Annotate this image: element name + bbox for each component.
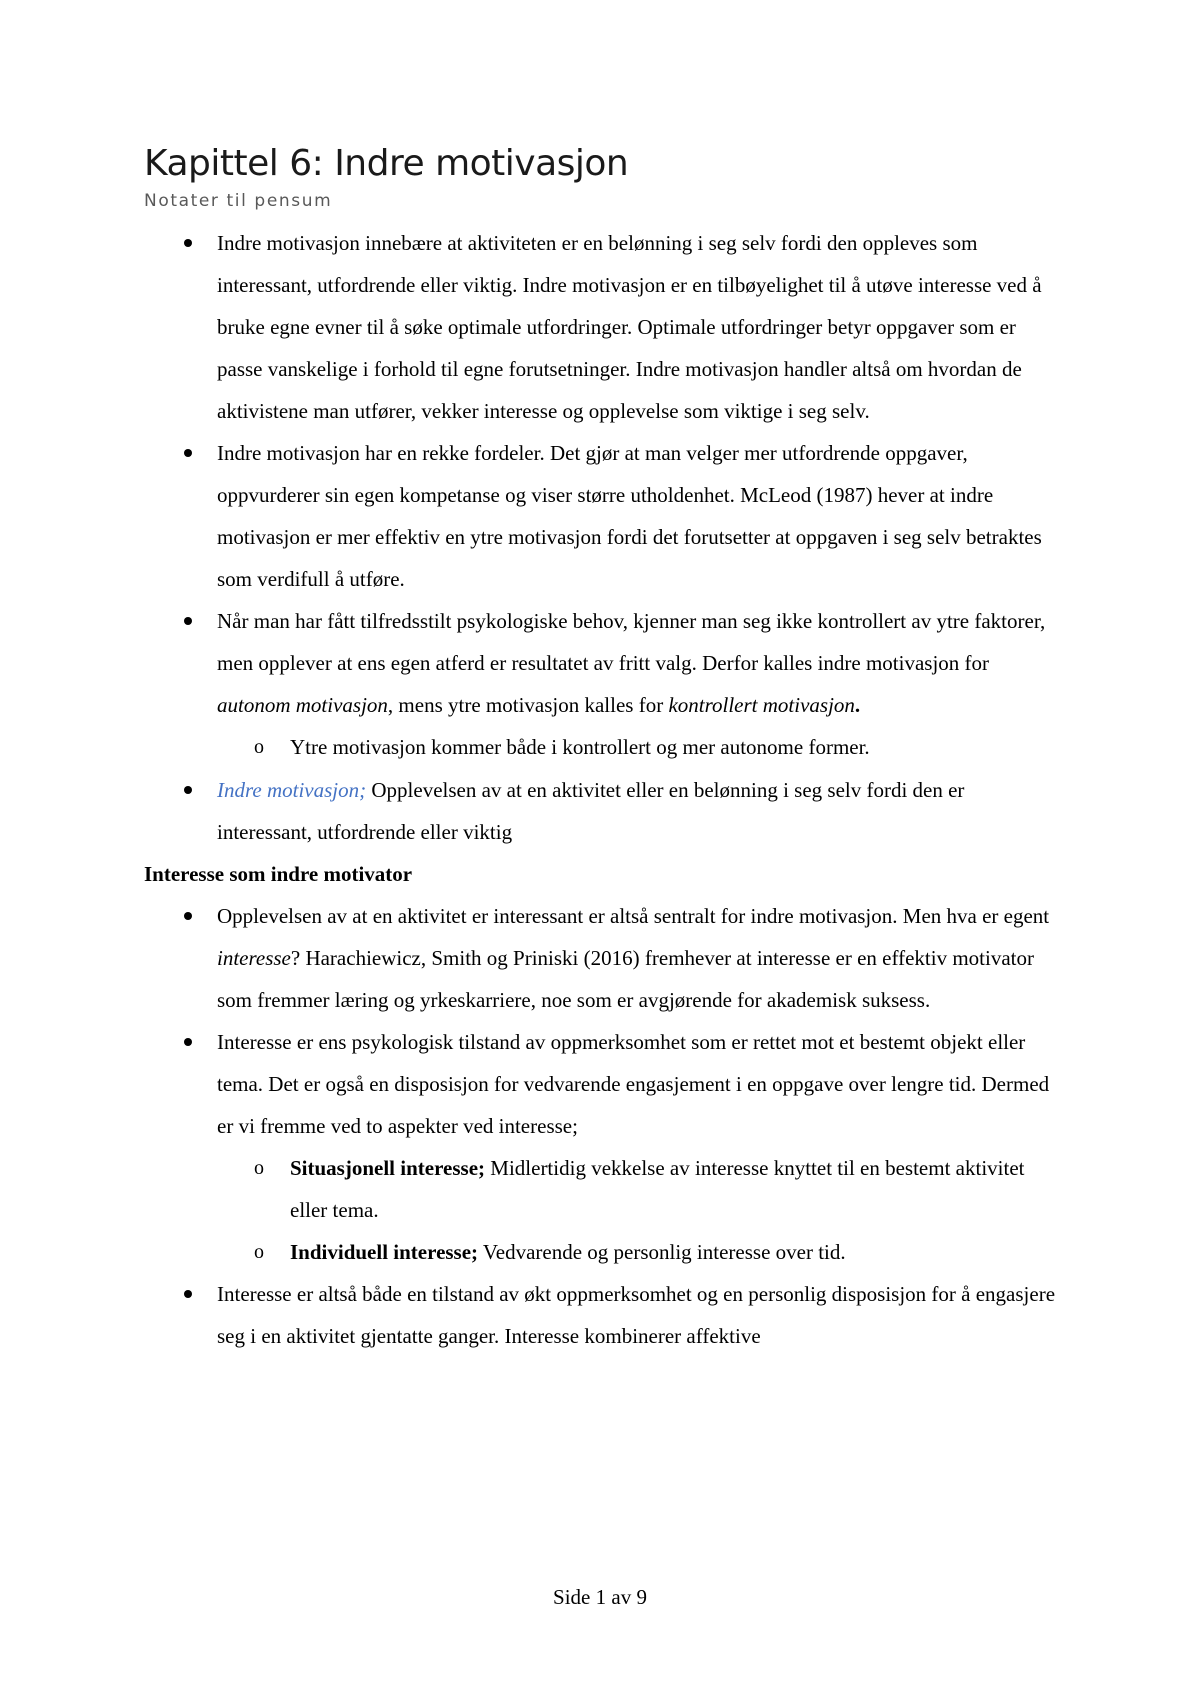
circle-bullet-icon: o xyxy=(254,1241,264,1263)
bullet-text: Opplevelsen av at en aktivitet eller en belønning i seg selv fordi den er interessant, utfordrende eller viktig xyxy=(217,778,965,844)
emphasis-autonom: autonom motivasjon xyxy=(217,693,388,717)
document-title: Kapittel 6: Indre motivasjon xyxy=(144,143,629,184)
document-body xyxy=(144,222,1064,1357)
list-item xyxy=(144,895,1064,1021)
sub-list-item xyxy=(217,1147,1064,1231)
circle-bullet-icon: o xyxy=(254,1157,264,1179)
bullet-list-interesse xyxy=(144,895,1064,1357)
bullet-icon xyxy=(184,895,194,937)
bullet-text: Når man har fått tilfredsstilt psykologiske behov, kjenner man seg ikke kontrollert av ytre faktorer, men opplever at ens egen atferd er resultatet av fritt valg. Derfor kalles indre motivasjon for xyxy=(217,609,1046,675)
list-item xyxy=(144,222,1064,432)
bullet-text: Interesse er altså både en tilstand av økt oppmerksomhet og en personlig disposisjon for å engasjere seg i en aktivitet gjentatte ganger. Interesse kombinerer affektive xyxy=(217,1282,1056,1348)
bullet-text: Indre motivasjon innebære at aktiviteten er en belønning i seg selv fordi den oppleves som interessant, utfordrende eller viktig. Indre motivasjon er en tilbøyelighet til å utøve interesse ved å bruke egne evner til å søke optimale utfordringer. Optimale utfordringer betyr oppgaver som er passe vanskelige i forhold til egne forutsetninger. Indre motivasjon handler altså om hvordan de aktivistene man utfører, vekker interesse og opplevelse som viktige i seg selv. xyxy=(217,231,1042,423)
bullet-icon xyxy=(184,600,194,642)
term-situasjonell: Situasjonell interesse; xyxy=(290,1156,486,1180)
sub-bullet-text: Ytre motivasjon kommer både i kontrollert og mer autonome former. xyxy=(290,735,870,759)
circle-bullet-icon: o xyxy=(254,736,264,758)
bullet-text: . xyxy=(854,693,861,717)
bullet-text: Opplevelsen av at en aktivitet er interessant er altså sentralt for indre motivasjon. Men hva er egent xyxy=(217,904,1050,928)
list-item xyxy=(144,1273,1064,1357)
bullet-text: , mens ytre motivasjon kalles for xyxy=(387,693,669,717)
list-item xyxy=(144,432,1064,600)
section-heading: Interesse som indre motivator xyxy=(144,862,413,886)
emphasis-interesse: interesse xyxy=(217,946,291,970)
bullet-text: ? Harachiewicz, Smith og Priniski (2016) fremhever at interesse er en effektiv motivator som fremmer læring og yrkeskarriere, noe som er avgjørende for akademisk suksess. xyxy=(217,946,1034,1012)
sub-list xyxy=(217,1147,1064,1273)
list-item xyxy=(144,769,1064,853)
sub-bullet-text: Vedvarende og personlig interesse over tid. xyxy=(478,1240,846,1264)
emphasis-kontrollert: kontrollert motivasjon xyxy=(668,693,855,717)
bullet-icon xyxy=(184,432,194,474)
bullet-icon xyxy=(184,769,194,811)
term-individuell: Individuell interesse; xyxy=(290,1240,479,1264)
bullet-list-intro xyxy=(144,222,1064,853)
sub-bullet-text: Midlertidig vekkelse av interesse knyttet til en bestemt aktivitet eller tema. xyxy=(290,1156,1025,1222)
bullet-icon xyxy=(184,222,194,264)
document-subtitle: Notater til pensum xyxy=(144,191,333,211)
bullet-icon xyxy=(184,1021,194,1063)
page-footer: Side 1 av 9 xyxy=(553,1585,647,1609)
bullet-icon xyxy=(184,1273,194,1315)
bullet-text: Interesse er ens psykologisk tilstand av oppmerksomhet som er rettet mot et bestemt objekt eller tema. Det er også en disposisjon for vedvarende engasjement i en oppgave over lengre tid. Dermed er vi fremme ved to aspekter ved interesse; xyxy=(217,1030,1050,1138)
bullet-text: Indre motivasjon har en rekke fordeler. Det gjør at man velger mer utfordrende oppgaver, oppvurderer sin egen kompetanse og viser større utholdenhet. McLeod (1987) hever at indre motivasjon er mer effektiv en ytre motivasjon fordi det forutsetter at oppgaven i seg selv betraktes som verdifull å utføre. xyxy=(217,441,1042,591)
list-item xyxy=(144,600,1064,768)
sub-list-item xyxy=(217,1231,1064,1273)
list-item xyxy=(144,1021,1064,1273)
sub-list xyxy=(217,726,1064,768)
term-indre-motivasjon: Indre motivasjon; xyxy=(217,778,367,802)
sub-list-item xyxy=(217,726,1064,768)
